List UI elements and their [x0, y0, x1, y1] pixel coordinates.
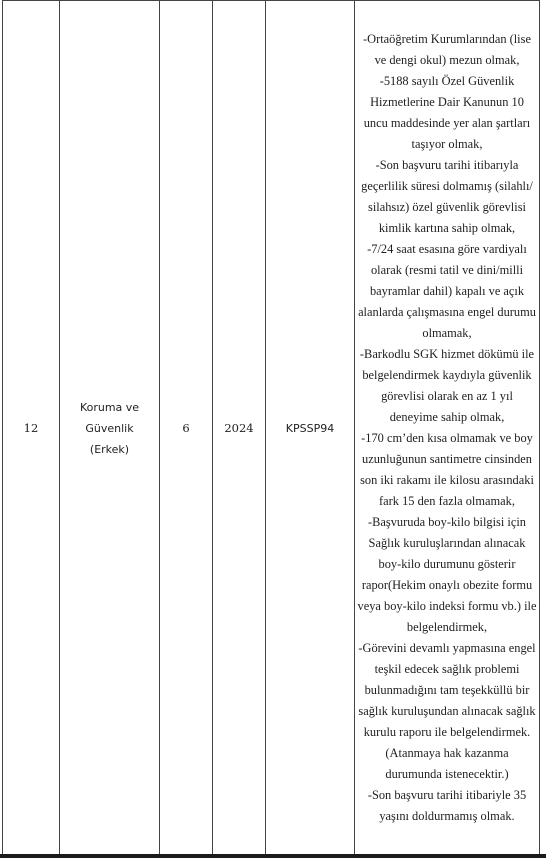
position-line: (Erkek) — [89, 442, 130, 456]
requirement-line: bulunmadığını tam teşekküllü bir — [364, 683, 530, 697]
requirement-line: uzunluğunun santimetre cinsinden — [362, 452, 532, 466]
position-line: Güvenlik — [85, 421, 134, 435]
requirement-line: fark 15 den fazla olmamak, — [379, 494, 515, 508]
requirement-line: -Başvuruda boy-kilo bilgisi için — [368, 515, 526, 529]
requirement-line: durumunda istenecektir.) — [385, 767, 509, 781]
requirement-line: -5188 sayılı Özel Güvenlik — [379, 74, 515, 88]
requirements-cell — [355, 1, 540, 856]
requirement-line: veya boy-kilo indeksi formu vb.) ile — [357, 599, 537, 613]
requirement-line: olarak (resmi tatil ve dini/milli — [370, 263, 524, 277]
requirement-line: olmamak, — [422, 326, 472, 340]
requirement-line: yaşını doldurmamış olmak. — [379, 809, 515, 823]
position-cell — [60, 1, 160, 856]
position-line: Koruma ve — [79, 400, 140, 414]
requirement-line: son iki rakamı ile kilosu arasındaki — [360, 473, 534, 487]
requirement-line: Hizmetlerine Dair Kanunun 10 — [370, 95, 524, 109]
requirement-line: teşkil edecek sağlık problemi — [374, 662, 520, 676]
requirement-line: boy-kilo durumunu gösterir — [378, 557, 516, 571]
exam-cell — [266, 1, 355, 856]
year-cell — [213, 1, 266, 856]
requirement-line: silahsız) özel güvenlik görevlisi — [368, 200, 526, 214]
requirement-line: sağlık kuruluşundan alınacak sağlık — [358, 704, 536, 718]
requirement-line: deneyime sahip olmak, — [389, 410, 505, 424]
requirement-line: rapor(Hekim onaylı obezite formu — [361, 578, 533, 592]
row-number-cell — [3, 1, 60, 856]
requirement-line: -Son başvuru tarihi itibarıyla — [375, 158, 519, 172]
requirement-line: geçerlilik süresi dolmamış (silahlı/ — [361, 179, 533, 193]
requirement-line: kurulu raporu ile belgelendirmek. — [363, 725, 531, 739]
table-row — [3, 1, 540, 856]
page-bottom-border — [0, 854, 546, 858]
requirement-line: alanlarda çalışmasına engel durumu — [358, 305, 536, 319]
requirement-line: Sağlık kuruluşlarından alınacak — [368, 536, 526, 550]
requirement-line: taşıyor olmak, — [411, 137, 483, 151]
requirement-line: bayramlar dahil) kapalı ve açık — [369, 284, 525, 298]
requirement-line: -7/24 saat esasına göre vardiyalı — [367, 242, 527, 256]
requirement-line: belgelendirmek kaydıyla güvenlik — [362, 368, 532, 382]
exam-score-type: KPSSP94 — [285, 421, 335, 435]
exam-year: 2024 — [224, 421, 254, 435]
requirement-line: uncu maddesinde yer alan şartları — [363, 116, 531, 130]
requirements-table — [2, 0, 540, 856]
requirement-line: -Ortaöğretim Kurumlarından (lise — [363, 32, 531, 46]
requirement-line: -Barkodlu SGK hizmet dökümü ile — [359, 347, 535, 361]
requirement-line: ve dengi okul) mezun olmak, — [374, 53, 520, 67]
requirement-line: -170 cm’den kısa olmamak ve boy — [361, 431, 533, 445]
requirement-line: -Son başvuru tarihi itibariyle 35 — [367, 788, 527, 802]
row-number: 12 — [23, 421, 39, 435]
position-count: 6 — [182, 421, 190, 435]
count-cell — [160, 1, 213, 856]
requirement-line: kimlik kartına sahip olmak, — [378, 221, 516, 235]
requirement-line: -Görevini devamlı yapmasına engel — [358, 641, 536, 655]
requirement-line: belgelendirmek, — [406, 620, 488, 634]
requirement-line: görevlisi olarak en az 1 yıl — [381, 389, 513, 403]
requirement-line: (Atanmaya hak kazanma — [385, 746, 509, 760]
requirements-list — [355, 29, 539, 827]
